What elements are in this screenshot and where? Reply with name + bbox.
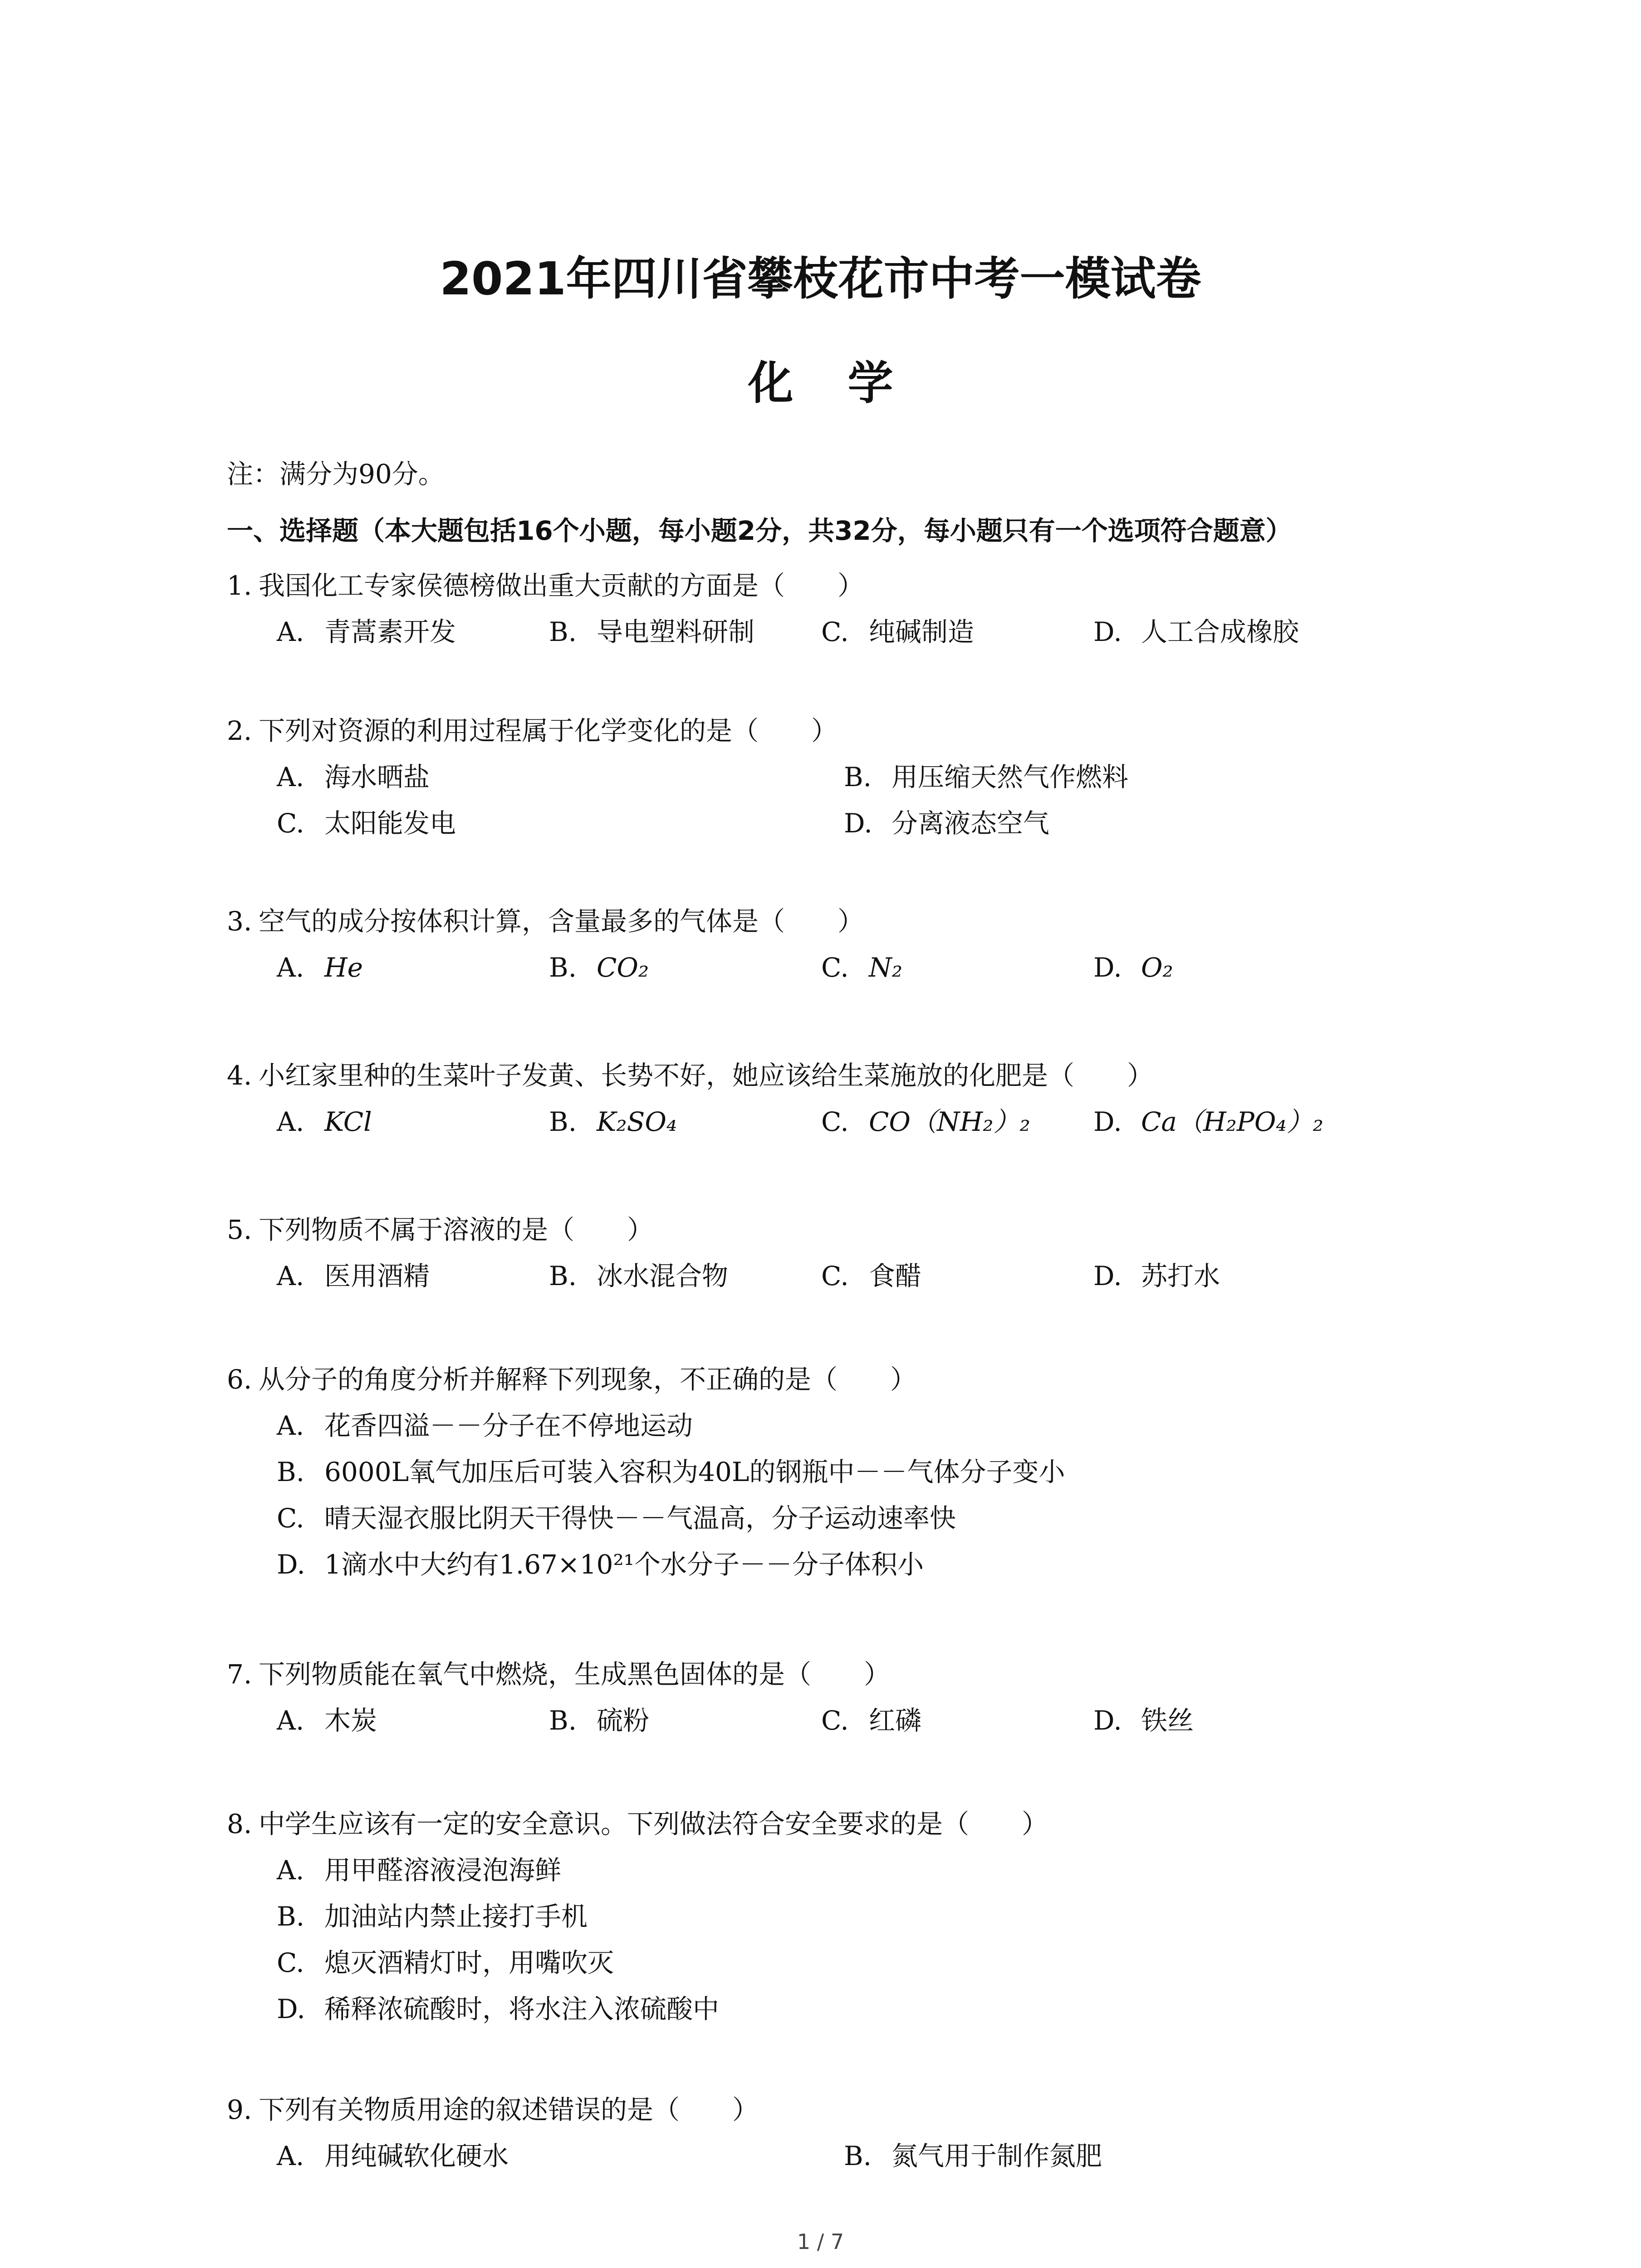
question-number: 8. (227, 1809, 252, 1839)
option-c: C. CO（NH₂）₂ (821, 1106, 1030, 1137)
question-3 (227, 898, 1452, 991)
option-c: C. N₂ (821, 952, 903, 983)
option-c: C. 熄灭酒精灯时，用嘴吹灭 (277, 1947, 614, 1978)
question-number: 5. (227, 1214, 252, 1245)
option-b: B. 6000L氧气加压后可装入容积为40L的钢瓶中－－气体分子变小 (277, 1457, 1065, 1487)
option-d: D. Ca（H₂PO₄）₂ (1093, 1106, 1323, 1137)
options (277, 1403, 1452, 1588)
option-a: A. 花香四溢－－分子在不停地运动 (277, 1410, 693, 1441)
option-c: C. 晴天湿衣服比阴天干得快－－气温高，分子运动速率快 (277, 1503, 956, 1534)
question-number: 6. (227, 1364, 252, 1395)
question-stem: 从分子的角度分析并解释下列现象，不正确的是（ ） (259, 1364, 917, 1395)
option-b: B. CO₂ (549, 952, 649, 983)
option-b: B. 用压缩天然气作燃料 (844, 762, 1129, 792)
options (277, 609, 1452, 655)
option-c: C. 太阳能发电 (277, 808, 456, 839)
score-note: 注：满分为90分。 (227, 459, 445, 489)
option-d: D. 苏打水 (1093, 1261, 1220, 1291)
option-a: A. 海水晒盐 (277, 762, 430, 792)
question-stem: 下列对资源的利用过程属于化学变化的是（ ） (259, 715, 838, 746)
question-stem: 空气的成分按体积计算，含量最多的气体是（ ） (259, 906, 864, 937)
option-b: B. 冰水混合物 (549, 1261, 729, 1291)
options (277, 1099, 1452, 1145)
page-title: 2021年四川省攀枝花市中考一模试卷 (440, 252, 1201, 305)
question-8 (227, 1801, 1452, 2032)
page-number: 1 / 7 (797, 2229, 844, 2254)
option-b: B. 硫粉 (549, 1705, 650, 1736)
question-stem: 下列物质不属于溶液的是（ ） (259, 1214, 654, 1245)
question-stem: 下列有关物质用途的叙述错误的是（ ） (259, 2094, 759, 2125)
option-a: A. 用纯碱软化硬水 (277, 2141, 509, 2171)
question-5 (227, 1207, 1452, 1299)
question-stem: 中学生应该有一定的安全意识。下列做法符合安全要求的是（ ） (259, 1809, 1048, 1839)
option-c: C. 纯碱制造 (821, 616, 975, 647)
question-number: 7. (227, 1659, 252, 1690)
option-a: A. 用甲醛溶液浸泡海鲜 (277, 1855, 562, 1886)
question-number: 2. (227, 715, 252, 746)
option-a: A. 木炭 (277, 1705, 377, 1736)
options (277, 944, 1452, 991)
option-b: B. K₂SO₄ (549, 1106, 677, 1137)
option-d: D. O₂ (1093, 952, 1173, 983)
option-d: D. 1滴水中大约有1.67×10²¹个水分子－－分子体积小 (277, 1549, 924, 1580)
question-number: 1. (227, 570, 252, 601)
option-a: A. KCl (277, 1106, 372, 1137)
option-d: D. 人工合成橡胶 (1093, 616, 1299, 647)
options (277, 2133, 1452, 2179)
option-b: B. 加油站内禁止接打手机 (277, 1901, 588, 1932)
question-stem: 下列物质能在氧气中燃烧，生成黑色固体的是（ ） (259, 1659, 891, 1690)
question-number: 4. (227, 1060, 252, 1091)
question-1 (227, 562, 1452, 655)
question-number: 9. (227, 2094, 252, 2125)
option-c: C. 食醋 (821, 1261, 922, 1291)
question-9 (227, 2087, 1452, 2179)
question-number: 3. (227, 906, 252, 937)
question-7 (227, 1651, 1452, 1744)
option-a: A. 青蒿素开发 (277, 616, 456, 647)
option-a: A. 医用酒精 (277, 1261, 430, 1291)
question-stem: 我国化工专家侯德榜做出重大贡献的方面是（ ） (259, 570, 864, 601)
option-b: B. 氮气用于制作氮肥 (844, 2141, 1102, 2171)
option-d: D. 铁丝 (1093, 1705, 1194, 1736)
options (277, 1697, 1452, 1744)
option-c: C. 红磷 (821, 1705, 922, 1736)
option-b: B. 导电塑料研制 (549, 616, 755, 647)
question-2 (227, 708, 1452, 846)
section-heading: 一、选择题（本大题包括16个小题，每小题2分，共32分，每小题只有一个选项符合题意） (227, 515, 1292, 546)
options (277, 754, 1452, 846)
option-a: A. He (277, 952, 363, 983)
question-4 (227, 1052, 1452, 1145)
question-6 (227, 1356, 1452, 1588)
options (277, 1847, 1452, 2032)
options (277, 1253, 1452, 1299)
subject-title: 化学 (748, 357, 948, 410)
option-d: D. 分离液态空气 (844, 808, 1050, 839)
question-stem: 小红家里种的生菜叶子发黄、长势不好，她应该给生菜施放的化肥是（ ） (259, 1060, 1154, 1091)
option-d: D. 稀释浓硫酸时，将水注入浓硫酸中 (277, 1994, 720, 2024)
